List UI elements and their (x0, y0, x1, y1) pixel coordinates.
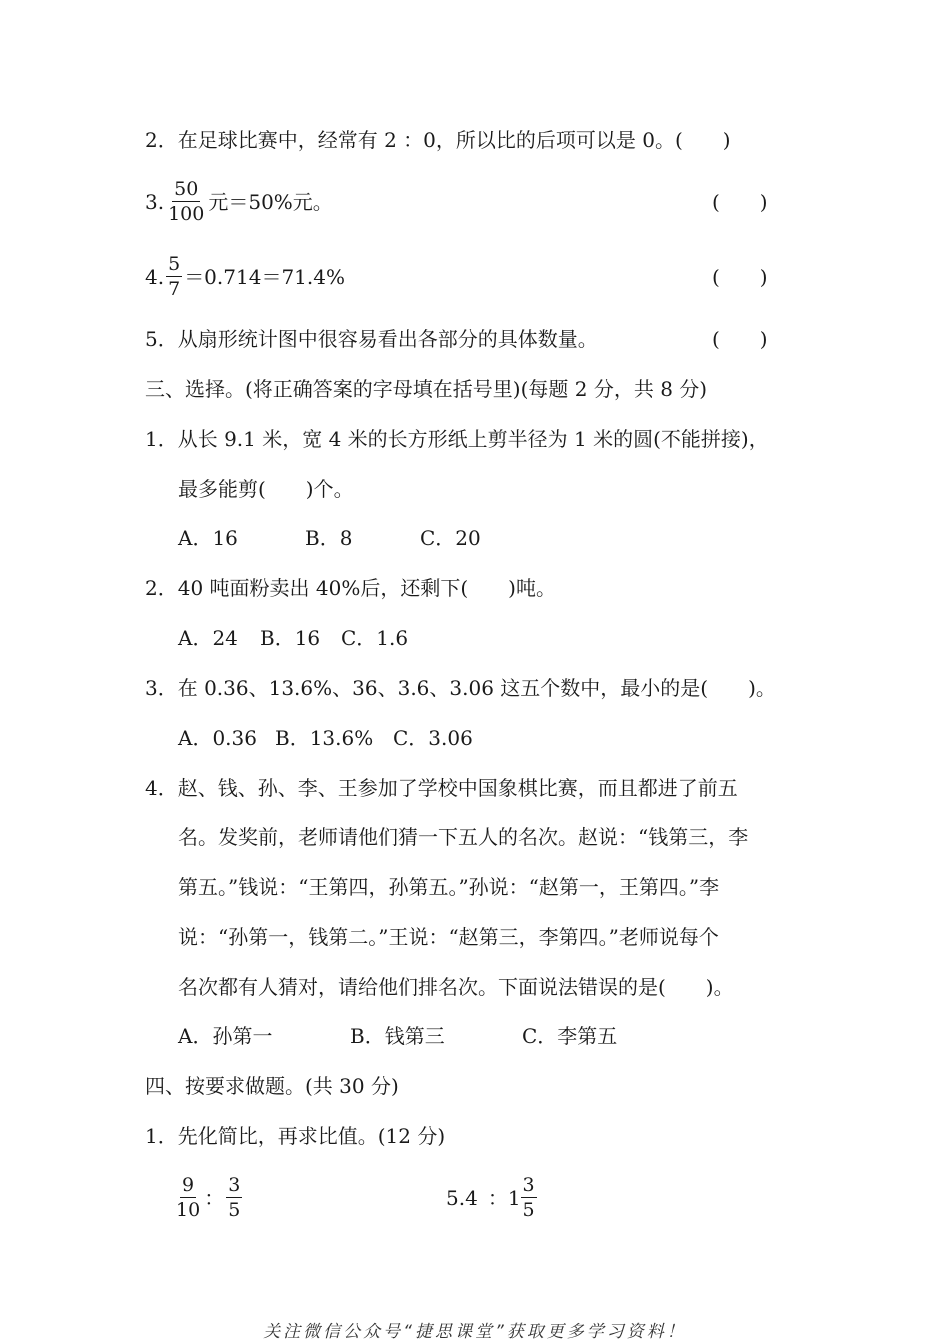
judge-q4-fraction (166, 255, 182, 299)
choice-q3-option-b[interactable]: B．13.6% (275, 726, 374, 750)
choice-q2-option-b[interactable]: B．16 (260, 626, 321, 650)
judge-q3 (145, 177, 333, 227)
ratio-1-fraction-right (226, 1176, 242, 1220)
choice-q4-line3: 第五。”钱说：“王第四，孙第五。”孙说：“赵第一，王第四。”李 (178, 875, 720, 899)
judge-q5: 5．从扇形统计图中很容易看出各部分的具体数量。 (145, 327, 598, 351)
choice-q2-line1: 2．40 吨面粉卖出 40%后，还剩下( )吨。 (145, 576, 556, 600)
choice-q4-line4: 说：“孙第一，钱第二。”王说：“赵第三，李第四。”老师说每个 (178, 925, 719, 949)
fraction-denominator: 5 (228, 1199, 241, 1221)
ratio-2-whole: 1 (507, 1186, 521, 1210)
choice-q1-line2: 最多能剪( )个。 (178, 477, 354, 501)
ratio-colon: ： (204, 1186, 225, 1210)
ratio-colon: ： (487, 1186, 508, 1210)
section4-q1-title: 1．先化简比，再求比值。(12 分) (145, 1124, 446, 1148)
fraction-numerator: 3 (228, 1174, 241, 1196)
judge-q3-suffix: 元＝50%元。 (208, 190, 333, 214)
ratio-1-fraction-left (174, 1176, 202, 1220)
ratio-2-fraction (521, 1176, 537, 1220)
fraction-denominator: 5 (522, 1199, 535, 1221)
choice-q2-option-a[interactable]: A．24 (178, 626, 238, 650)
judge-q3-answer-paren[interactable]: ( ) (712, 190, 768, 214)
judge-q2: 2．在足球比赛中，经常有 2 ：0，所以比的后项可以是 0。( ) (145, 128, 731, 152)
ratio-2-left: 5.4 (446, 1186, 478, 1210)
ratio-expression-1 (172, 1170, 244, 1226)
choice-q4-line5: 名次都有人猜对，请给他们排名次。下面说法错误的是( )。 (178, 975, 734, 999)
judge-q4-prefix: 4. (145, 265, 165, 289)
fraction-denominator: 10 (176, 1199, 201, 1221)
fraction-numerator: 9 (182, 1174, 195, 1196)
choice-q3-option-c[interactable]: C．3.06 (393, 726, 473, 750)
choice-q3-line1: 3．在 0.36、13.6%、36、3.6、3.06 这五个数中，最小的是( )。 (145, 676, 776, 700)
choice-q1-option-a[interactable]: A．16 (178, 526, 238, 550)
judge-q5-answer-paren[interactable]: ( ) (712, 327, 768, 351)
choice-q4-line1: 4．赵、钱、孙、李、王参加了学校中国象棋比赛，而且都进了前五 (145, 776, 738, 800)
fraction-numerator: 5 (168, 253, 181, 275)
choice-q3-option-a[interactable]: A．0.36 (178, 726, 257, 750)
fraction-denominator: 100 (168, 203, 205, 225)
judge-q3-fraction (166, 180, 206, 224)
judge-q4-answer-paren[interactable]: ( ) (712, 265, 768, 289)
choice-q4-option-b[interactable]: B．钱第三 (350, 1024, 445, 1048)
footer-promo: 关注微信公众号“捷思课堂”获取更多学习资料！ (263, 1322, 687, 1342)
choice-q1-line1: 1．从长 9.1 米，宽 4 米的长方形纸上剪半径为 1 米的圆(不能拼接)， (145, 427, 769, 451)
ratio-expression-2 (446, 1170, 539, 1226)
choice-q4-option-c[interactable]: C．李第五 (522, 1024, 618, 1048)
fraction-denominator: 7 (168, 278, 181, 300)
choice-q4-line2: 名。发奖前，老师请他们猜一下五人的名次。赵说：“钱第三，李 (178, 825, 749, 849)
judge-q4-suffix: ＝0.714＝71.4% (184, 265, 345, 289)
judge-q4 (145, 252, 345, 302)
section4-title: 四、按要求做题。(共 30 分) (145, 1074, 399, 1098)
choice-q1-option-c[interactable]: C．20 (420, 526, 481, 550)
section3-title: 三、选择。(将正确答案的字母填在括号里)(每题 2 分，共 8 分) (145, 377, 708, 401)
fraction-numerator: 3 (522, 1174, 535, 1196)
choice-q1-option-b[interactable]: B．8 (305, 526, 353, 550)
fraction-numerator: 50 (174, 178, 199, 200)
judge-q3-prefix: 3. (145, 190, 165, 214)
choice-q4-option-a[interactable]: A．孙第一 (178, 1024, 273, 1048)
choice-q2-option-c[interactable]: C．1.6 (341, 626, 409, 650)
